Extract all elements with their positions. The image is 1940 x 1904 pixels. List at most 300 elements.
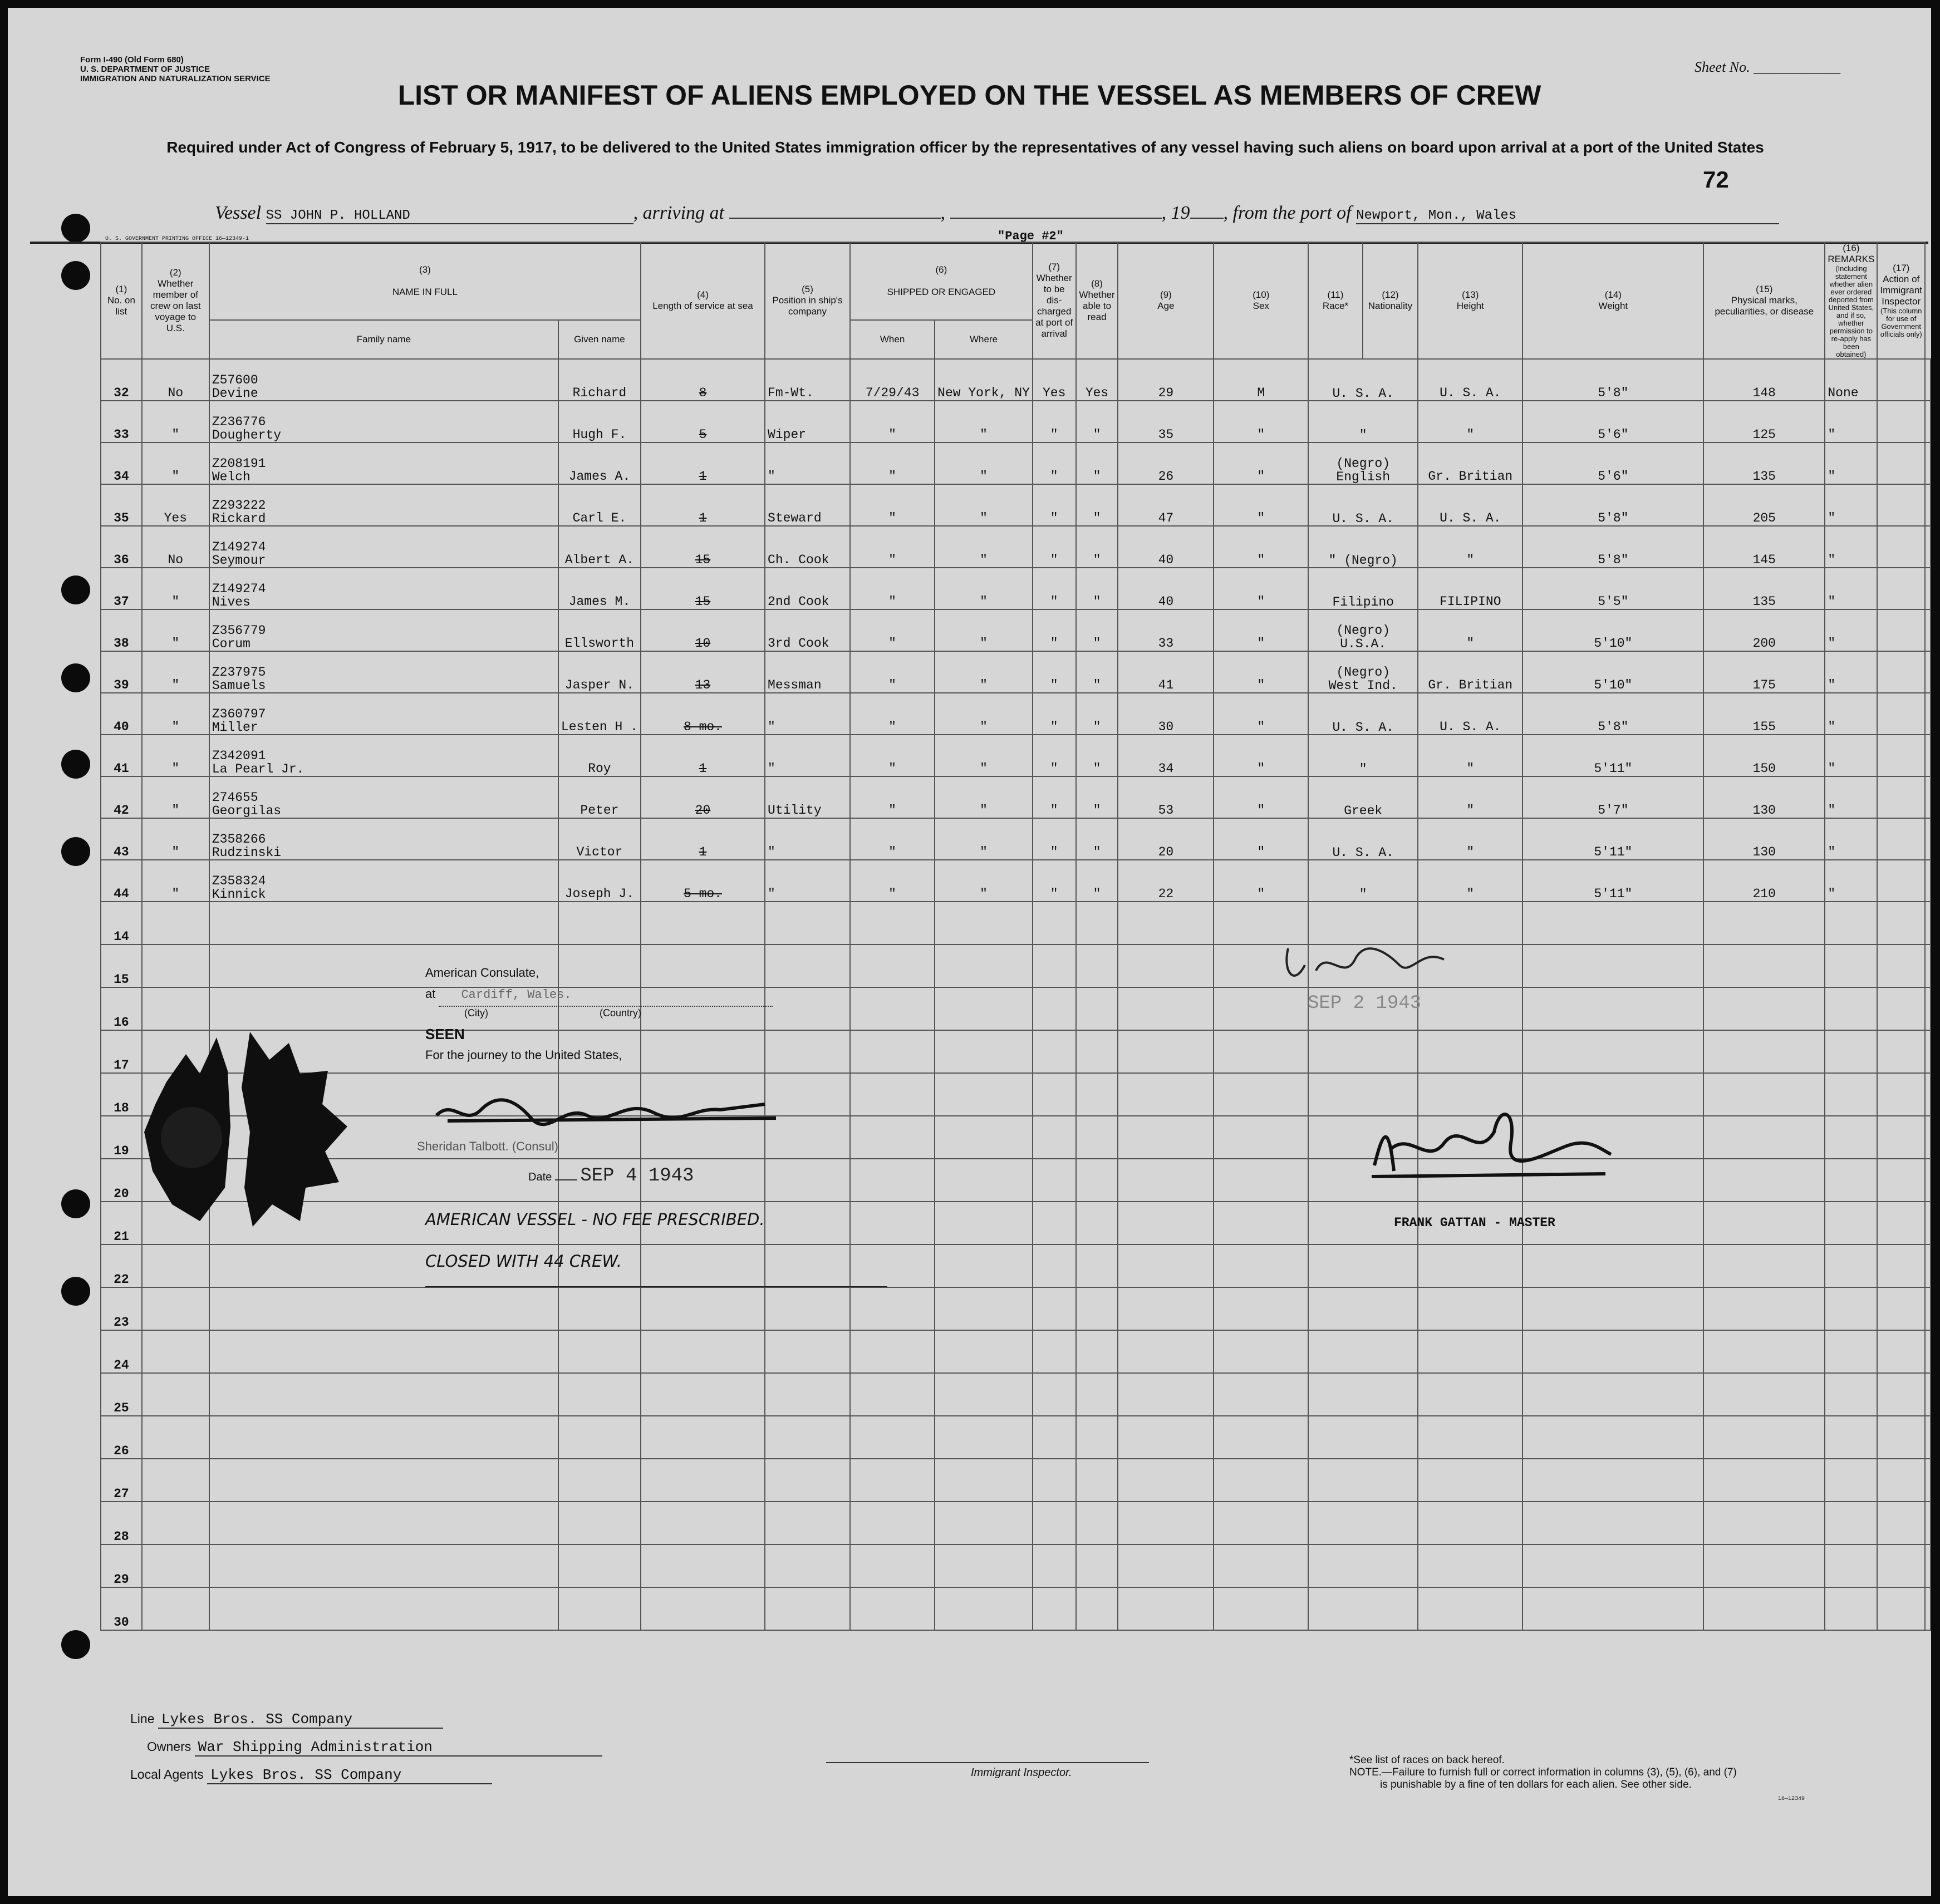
vessel-line: Vessel SS JOHN P. HOLLAND , arriving at , , 19 , from the port of Newport, Mon., Wales [215,203,1779,224]
physical-marks-value: " [1828,678,1836,692]
shipped-where: " [980,594,988,609]
shipped-when: " [888,553,896,567]
col-nationality: (12) Nationality [1363,242,1418,359]
service-length: 8 [699,386,707,400]
age-value: 29 [1158,386,1174,400]
binder-hole [61,1277,90,1306]
col-race: (11) Race* [1308,242,1362,359]
physical-marks-value: " [1828,636,1836,651]
physical-marks-value: " [1828,427,1836,442]
row-number: 23 [114,1315,129,1330]
weight-value: 175 [1752,678,1776,692]
table-row [101,776,1931,818]
height-value: 5'7" [1598,803,1629,818]
age-value: 30 [1158,720,1174,734]
sex-value: " [1257,469,1265,484]
blank-row [101,1116,1931,1159]
row-number: 36 [114,553,129,567]
last-voyage-value: " [171,720,180,734]
blank-row [101,1244,1931,1287]
seaman-id: Z57600 [212,373,258,387]
physical-marks-value: " [1828,803,1836,818]
age-value: 22 [1158,887,1174,901]
service-length: 13 [695,678,711,692]
blank-row [101,902,1931,944]
service-length: 1 [699,845,707,859]
service-length: 5 mo. [683,887,722,901]
consulate-block: American Consulate, at Cardiff, Wales. (City) (Country) SEEN For the journey to the United States, [425,962,773,1066]
weight-value: 155 [1752,720,1776,734]
blank-row [101,1459,1931,1502]
table-row [101,484,1931,526]
last-voyage-value: " [171,594,180,609]
sex-value: M [1257,386,1265,400]
age-value: 35 [1158,427,1174,442]
given-name: Richard [572,386,627,400]
service-length: 1 [699,761,707,776]
row-number: 39 [114,678,129,692]
height-value: 5'10" [1594,678,1633,692]
seaman-id: Z236776 [212,415,266,429]
row-number: 24 [114,1358,129,1372]
race-value: " (Negro) [1328,553,1398,568]
given-name: James A. [568,469,631,484]
row-number: 34 [114,469,129,484]
physical-marks-value: " [1828,553,1836,567]
last-voyage-value: " [171,469,180,484]
weight-value: 210 [1752,887,1776,901]
able-read-value: " [1093,636,1101,651]
printing-office-line: U. S. GOVERNMENT PRINTING OFFICE 16—12349-1 [105,236,249,242]
shipped-where: " [980,845,988,859]
service-length: 20 [695,803,711,818]
height-value: 5'8" [1598,720,1629,734]
sex-value: " [1257,636,1265,651]
seaman-id: Z149274 [212,582,266,596]
shipped-when: " [888,803,896,818]
position-value: Messman [768,678,822,692]
position-value: Steward [768,511,822,525]
weight-value: 130 [1752,803,1776,818]
table-row [101,860,1931,902]
weight-value: 205 [1752,511,1776,525]
age-value: 40 [1158,594,1174,609]
row-number: 26 [114,1444,129,1458]
vessel-name: SS JOHN P. HOLLAND [266,208,633,224]
row-number: 16 [114,1015,129,1030]
weight-value: 148 [1752,386,1776,400]
race-value: West Ind. [1328,678,1398,693]
table-row [101,735,1931,776]
race-value: " [1359,887,1367,902]
position-value: Fm-Wt. [768,386,814,400]
position-value: " [768,469,775,484]
age-value: 20 [1158,845,1174,859]
shipped-where: " [980,427,988,442]
age-value: 26 [1158,469,1174,484]
shipped-when: " [888,511,896,525]
consul-signature [431,1088,787,1132]
nationality-value: Gr. Britian [1428,469,1513,484]
consular-seal [133,1021,350,1243]
col-shipped: (6) SHIPPED OR ENGAGED [850,242,1033,320]
shipped-where: " [980,469,988,484]
weight-value: 130 [1752,845,1776,859]
row-number: 41 [114,761,129,776]
last-voyage-value: No [168,553,184,567]
page-title: LIST OR MANIFEST OF ALIENS EMPLOYED ON THE VESSEL AS MEMBERS OF CREW [397,80,1541,111]
row-number: 19 [114,1144,129,1158]
sex-value: " [1257,761,1265,776]
physical-marks-value: " [1828,720,1836,734]
age-value: 53 [1158,803,1174,818]
physical-marks-value: " [1828,761,1836,776]
nationality-value: Gr. Britian [1428,678,1513,692]
shipped-when: " [888,887,896,901]
shipped-where: " [980,803,988,818]
blank-row [101,1373,1931,1416]
seaman-id: Z356779 [212,623,266,638]
service-length: 5 [699,427,707,442]
blank-row [101,1287,1931,1330]
given-name: Peter [580,803,619,818]
last-voyage-value: " [171,636,180,651]
table-row [101,818,1931,860]
sex-value: " [1257,803,1265,818]
able-read-value: " [1093,803,1101,818]
sheet-number-label: Sheet No. ____________ [1695,59,1841,75]
col-age: (9) Age [1118,242,1214,359]
col-weight: (14) Weight [1522,242,1703,359]
seen-label: SEEN [425,1026,465,1042]
consul-date: Date SEP 4 1943 [528,1165,694,1187]
handwritten-note-fee: AMERICAN VESSEL - NO FEE PRESCRIBED. [425,1210,765,1229]
sex-value: " [1257,887,1265,901]
race-note: (Negro) [1336,665,1391,680]
weight-value: 150 [1752,761,1776,776]
physical-marks-value: " [1828,887,1836,901]
row-number: 30 [114,1615,129,1630]
seaman-id: Z360797 [212,707,266,721]
discharged-value: " [1050,761,1058,776]
page-subtitle: Required under Act of Congress of February 5, 1917, to be delivered to the United States immigration officer by the representatives of any vessel having such aliens on board upon arrival at a port of the United States [166,139,1764,156]
row-number: 28 [114,1529,129,1544]
shipped-where: " [980,511,988,525]
row-number: 33 [114,427,129,442]
race-note: (Negro) [1336,623,1391,638]
blank-row [101,1416,1931,1459]
row-number: 37 [114,594,129,609]
row-number: 35 [114,511,129,525]
physical-marks-value: " [1828,845,1836,859]
position-value: " [768,761,775,776]
weight-value: 135 [1752,594,1776,609]
given-name: Hugh F. [572,427,627,442]
form-identifier: Form I-490 (Old Form 680) U. S. DEPARTMENT OF JUSTICE IMMIGRATION AND NATURALIZATION SERVICE [80,55,271,83]
position-value: " [768,845,775,859]
blank-row [101,1202,1931,1244]
service-length: 15 [695,553,711,567]
shipped-when: " [888,594,896,609]
race-value: U. S. A. [1332,386,1394,401]
weight-value: 200 [1752,636,1776,651]
row-number: 38 [114,636,129,651]
discharged-value: " [1050,511,1058,525]
footer-agents: Local Agents Lykes Bros. SS Company [130,1767,492,1784]
binder-hole [61,1630,90,1659]
discharged-value: " [1050,678,1058,692]
service-length: 1 [699,469,707,484]
col-given-name: Given name [558,320,641,359]
col-height: (13) Height [1418,242,1522,359]
discharged-value: " [1050,427,1058,442]
family-name: Corum [212,637,251,651]
physical-marks-value: " [1828,469,1836,484]
page-mark: "Page #2" [998,229,1064,243]
row-number: 22 [114,1272,129,1287]
binder-hole [61,214,90,243]
given-name: Lesten H . [561,720,638,734]
given-name: Ellsworth [564,636,635,651]
able-read-value: " [1093,594,1101,609]
sex-value: " [1257,678,1265,692]
given-name: Albert A. [564,553,635,567]
discharged-value: " [1050,845,1058,859]
family-name: Devine [212,386,258,401]
discharged-value: " [1050,594,1058,609]
table-row [101,651,1931,693]
nationality-value: " [1466,845,1475,859]
table-row [101,568,1931,609]
table-row [101,401,1931,442]
seaman-id: Z293222 [212,498,266,513]
race-value: English [1336,470,1391,484]
height-value: 5'10" [1594,636,1633,651]
physical-marks-value: None [1828,386,1859,400]
shipped-where: " [980,636,988,651]
col-action: (17) Action of Immigrant Inspector (This column for use of Government officials only) [1877,242,1925,359]
shipped-when: " [888,469,896,484]
position-value: " [768,720,775,734]
able-read-value: " [1093,761,1101,776]
able-read-value: " [1093,427,1101,442]
height-value: 5'11" [1594,761,1633,776]
binder-hole [61,663,90,692]
shipped-where: New York, NY [937,386,1030,400]
nationality-value: U. S. A. [1440,511,1501,525]
crew-rows [101,359,1931,902]
height-value: 5'8" [1598,511,1629,525]
discharged-value: " [1050,720,1058,734]
last-voyage-value: " [171,845,180,859]
shipped-where: " [980,720,988,734]
family-name: Kinnick [212,887,266,902]
given-name: Joseph J. [564,887,635,901]
table-header-row [101,242,1931,320]
col-family-name: Family name [209,320,558,359]
able-read-value: Yes [1085,386,1109,400]
seaman-id: Z342091 [212,749,266,763]
shipped-when: " [888,720,896,734]
given-name: Carl E. [572,511,627,525]
master-name: FRANK GATTAN - MASTER [1394,1216,1555,1230]
last-voyage-value: " [171,761,180,776]
crew-manifest-table [100,242,1931,1631]
given-name: Roy [588,761,611,776]
blank-row [101,1502,1931,1544]
service-length: 10 [695,636,711,651]
shipped-where: " [980,553,988,567]
nationality-value: FILIPINO [1440,594,1501,609]
race-value: U. S. A. [1332,511,1394,526]
able-read-value: " [1093,720,1101,734]
height-value: 5'5" [1598,594,1629,609]
service-length: 15 [695,594,711,609]
discharged-value: " [1050,887,1058,901]
position-value: Utility [768,803,822,818]
height-value: 5'8" [1598,553,1629,567]
discharged-value: " [1050,553,1058,567]
blank-row [101,1587,1931,1630]
row-number: 40 [114,720,129,734]
row-number: 32 [114,386,129,400]
position-value: Wiper [768,427,807,442]
nationality-value: " [1466,427,1475,442]
race-value: " [1359,762,1367,776]
binder-hole [61,261,90,290]
footer-line: Line Lykes Bros. SS Company [130,1711,443,1729]
weight-value: 125 [1752,427,1776,442]
row-number: 14 [114,929,129,944]
race-value: Greek [1344,804,1383,818]
col-sex: (10) Sex [1214,242,1308,359]
position-value: 2nd Cook [768,594,829,609]
family-name: Samuels [212,678,266,693]
binder-hole [61,750,90,779]
race-value: U. S. A. [1332,720,1394,735]
col-when: When [850,320,935,359]
race-value: Filipino [1332,595,1394,609]
height-value: 5'6" [1598,469,1629,484]
inspector-initials [1277,937,1455,993]
nationality-value: U. S. A. [1440,720,1501,734]
nationality-value: " [1466,803,1475,818]
blank-row [101,1073,1931,1116]
family-name: La Pearl Jr. [212,762,304,776]
able-read-value: " [1093,887,1101,901]
given-name: Victor [576,845,623,859]
given-name: Jasper N. [564,678,635,692]
race-value: U. S. A. [1332,845,1394,860]
blank-row [101,1330,1931,1373]
family-name: Rudzinski [212,845,282,860]
family-name: Welch [212,470,251,484]
seaman-id: 274655 [212,790,258,805]
col-no: (1) No. on list [101,242,142,359]
blank-row [101,1030,1931,1073]
discharged-value: Yes [1042,386,1066,400]
row-number: 20 [114,1187,129,1201]
row-number: 21 [114,1229,129,1244]
shipped-when: " [888,761,896,776]
inspector-date-stamp: SEP 2 1943 [1308,993,1422,1014]
shipped-when: " [888,845,896,859]
family-name: Seymour [212,553,266,568]
shipped-when: " [888,636,896,651]
shipped-when: " [888,678,896,692]
port-of-departure: Newport, Mon., Wales [1356,208,1779,224]
age-value: 33 [1158,636,1174,651]
able-read-value: " [1093,553,1101,567]
height-value: 5'8" [1598,386,1629,400]
last-voyage-value: " [171,427,180,442]
blank-row [101,1544,1931,1587]
row-number: 15 [114,972,129,987]
nationality-value: " [1466,761,1475,776]
col-last-voyage: (2) Whether member of crew on last voyage to U.S. [142,242,209,359]
row-number: 42 [114,803,129,818]
age-value: 40 [1158,553,1174,567]
footer-owners: Owners War Shipping Administration [147,1739,602,1757]
physical-marks-value: " [1828,511,1836,525]
weight-value: 135 [1752,469,1776,484]
race-value: U.S.A. [1340,637,1387,651]
binder-hole [61,837,90,866]
blank-row [101,944,1931,987]
form-code: 16—12349 [1778,1796,1805,1802]
weight-value: 145 [1752,553,1776,567]
height-value: 5'6" [1598,427,1629,442]
row-number: 27 [114,1487,129,1501]
master-signature [1366,1099,1617,1188]
able-read-value: " [1093,678,1101,692]
family-name: Nives [212,595,251,609]
col-name-in-full: (3) NAME IN FULL [209,242,641,320]
height-value: 5'11" [1594,887,1633,901]
footer-notes: *See list of races on back hereof. NOTE.—Failure to furnish full or correct information in columns (3), (5), (6), and (7) is punishable by a fine of ten dollars for each alien. See other side. [1349,1754,1737,1790]
last-voyage-value: No [168,386,184,400]
last-voyage-value: Yes [164,511,187,525]
nationality-value: " [1466,887,1475,901]
binder-hole [61,1189,90,1218]
seaman-id: Z208191 [212,456,266,471]
given-name: James M. [568,594,631,609]
sex-value: " [1257,511,1265,525]
table-row [101,609,1931,651]
sex-value: " [1257,553,1265,567]
shipped-where: " [980,761,988,776]
position-value: " [768,887,775,901]
age-value: 47 [1158,511,1174,525]
col-remarks: (16) REMARKS (Including statement whether alien ever ordered deported from United States, and if so, whether permission to re-apply has been obtained) [1825,242,1877,359]
family-name: Miller [212,720,258,735]
col-read: (8) Whether able to read [1076,242,1118,359]
discharged-value: " [1050,803,1058,818]
handwritten-note-closed: CLOSED WITH 44 CREW. [425,1252,887,1287]
row-number: 17 [114,1058,129,1072]
table-row [101,442,1931,484]
age-value: 41 [1158,678,1174,692]
sex-value: " [1257,427,1265,442]
position-value: Ch. Cook [768,553,829,567]
seaman-id: Z358266 [212,832,266,847]
family-name: Rickard [212,511,266,526]
height-value: 5'11" [1594,845,1633,859]
race-note: (Negro) [1336,456,1391,471]
table-row [101,693,1931,735]
sex-value: " [1257,845,1265,859]
blank-row [101,1159,1931,1202]
